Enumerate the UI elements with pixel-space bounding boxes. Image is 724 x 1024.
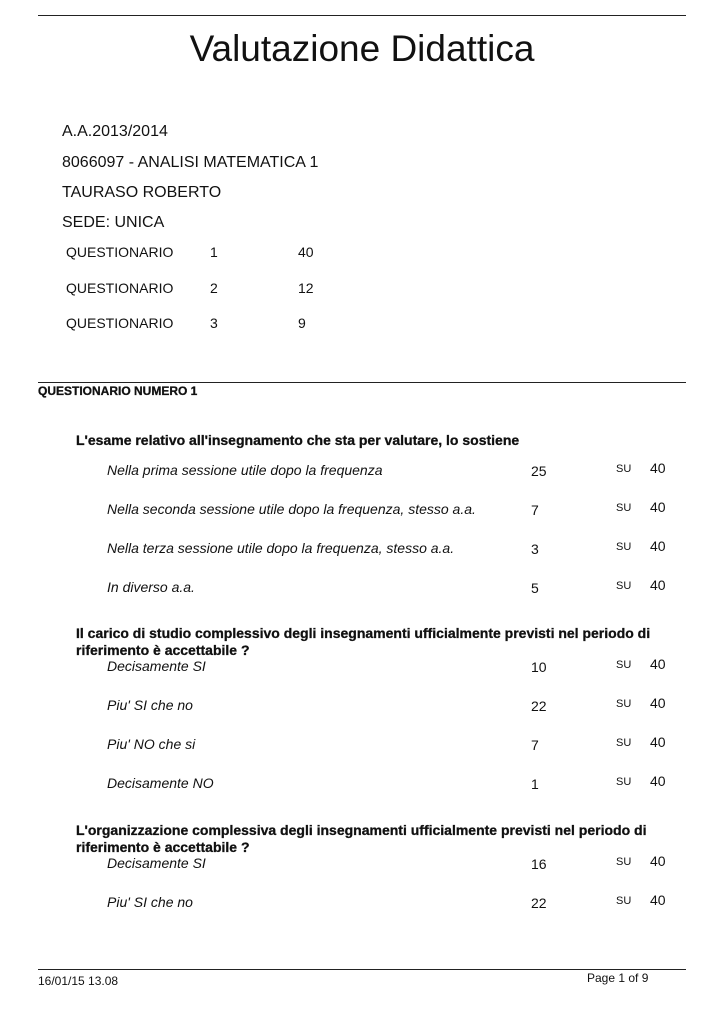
footer-timestamp: 16/01/15 13.08 <box>38 974 119 988</box>
questionnaire-label: QUESTIONARIO <box>66 280 174 296</box>
answer-total: 40 <box>650 577 666 593</box>
questionnaire-number: 3 <box>210 315 218 331</box>
answer-su: SU <box>616 502 632 514</box>
footer-rule <box>38 969 686 970</box>
answer-total: 40 <box>650 734 666 750</box>
questionnaire-label: QUESTIONARIO <box>66 244 174 260</box>
course-name: 8066097 - ANALISI MATEMATICA 1 <box>62 154 319 171</box>
answer-row <box>0 734 724 756</box>
answer-count: 16 <box>531 856 547 872</box>
questionnaire-number: 1 <box>210 244 218 260</box>
answer-su: SU <box>616 856 632 868</box>
questionnaire-number: 2 <box>210 280 218 296</box>
answer-total: 40 <box>650 656 666 672</box>
answer-row <box>0 538 724 560</box>
question-text: L'esame relativo all'insegnamento che sta per valutare, lo sostiene <box>76 432 520 448</box>
answer-count: 3 <box>531 541 539 557</box>
answer-su: SU <box>616 698 632 710</box>
answer-row <box>0 773 724 795</box>
answer-row <box>0 460 724 482</box>
answer-label: Piu' NO che si <box>107 736 196 752</box>
answer-total: 40 <box>650 892 666 908</box>
answer-label: Nella seconda sessione utile dopo la frequenza, stesso a.a. <box>107 501 476 517</box>
answer-total: 40 <box>650 538 666 554</box>
answer-count: 7 <box>531 737 539 753</box>
answer-total: 40 <box>650 695 666 711</box>
question-text: Il carico di studio complessivo degli insegnamenti ufficialmente previsti nel periodo di riferimento è accettabile ? <box>76 625 651 658</box>
questionnaire-count: 40 <box>298 244 314 260</box>
answer-label: Nella terza sessione utile dopo la frequenza, stesso a.a. <box>107 540 455 556</box>
answer-row <box>0 656 724 678</box>
answer-count: 1 <box>531 776 539 792</box>
questionnaire-label: QUESTIONARIO <box>66 315 174 331</box>
answer-count: 22 <box>531 698 547 714</box>
page-title: Valutazione Didattica <box>189 28 535 69</box>
answer-count: 7 <box>531 502 539 518</box>
question-text: L'organizzazione complessiva degli insegnamenti ufficialmente previsti nel periodo di riferimento è accettabile ? <box>76 822 647 855</box>
page-number: Page 1 of 9 <box>587 971 649 985</box>
academic-year: A.A.2013/2014 <box>62 123 168 140</box>
answer-label: Decisamente SI <box>107 855 206 871</box>
teacher-name: TAURASO ROBERTO <box>62 184 222 201</box>
answer-label: Piu' SI che no <box>107 894 193 910</box>
section-title: QUESTIONARIO NUMERO 1 <box>38 384 198 398</box>
section-rule <box>38 382 686 383</box>
answer-count: 10 <box>531 659 547 675</box>
answer-row <box>0 853 724 875</box>
answer-row <box>0 892 724 914</box>
answer-total: 40 <box>650 773 666 789</box>
answer-label: In diverso a.a. <box>107 579 195 595</box>
answer-su: SU <box>616 895 632 907</box>
location: SEDE: UNICA <box>62 214 165 231</box>
answer-count: 25 <box>531 463 547 479</box>
answer-label: Decisamente NO <box>107 775 214 791</box>
answer-total: 40 <box>650 499 666 515</box>
answer-su: SU <box>616 776 632 788</box>
answer-su: SU <box>616 659 632 671</box>
questionnaire-count: 9 <box>298 315 306 331</box>
answer-count: 5 <box>531 580 539 596</box>
header-rule <box>38 15 686 16</box>
answer-total: 40 <box>650 460 666 476</box>
answer-label: Piu' SI che no <box>107 697 193 713</box>
answer-count: 22 <box>531 895 547 911</box>
answer-su: SU <box>616 541 632 553</box>
answer-su: SU <box>616 463 632 475</box>
answer-row <box>0 577 724 599</box>
answer-su: SU <box>616 737 632 749</box>
answer-row <box>0 695 724 717</box>
answer-total: 40 <box>650 853 666 869</box>
answer-label: Decisamente SI <box>107 658 206 674</box>
questionnaire-count: 12 <box>298 280 314 296</box>
answer-row <box>0 499 724 521</box>
answer-label: Nella prima sessione utile dopo la frequenza <box>107 462 383 478</box>
answer-su: SU <box>616 580 632 592</box>
